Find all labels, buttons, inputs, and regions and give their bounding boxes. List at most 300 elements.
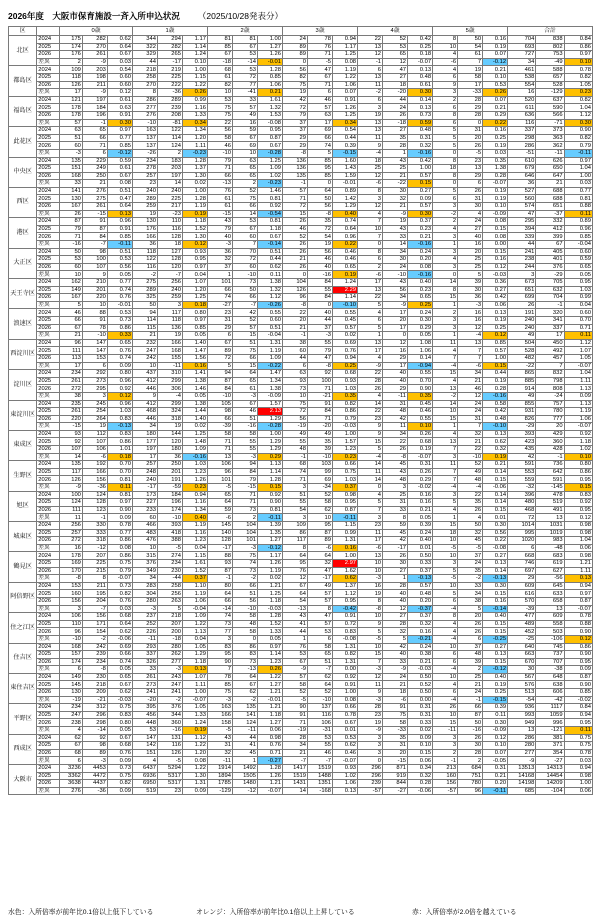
table-cell: 87 bbox=[82, 225, 107, 233]
table-row bbox=[9, 673, 593, 681]
table-cell: 52 bbox=[458, 461, 483, 469]
table-cell: 24 bbox=[383, 673, 408, 681]
table-cell: 74 bbox=[207, 613, 232, 621]
table-cell: 85 bbox=[207, 681, 232, 689]
table-cell: 283 bbox=[132, 582, 157, 590]
table-cell: 0.91 bbox=[333, 96, 358, 104]
table-cell: 832 bbox=[536, 370, 564, 378]
table-cell: 34 bbox=[132, 575, 157, 583]
table-cell: 53 bbox=[132, 727, 157, 735]
table-row bbox=[9, 430, 593, 438]
table-cell: 1.40 bbox=[182, 339, 207, 347]
table-cell: 242 bbox=[132, 354, 157, 362]
table-cell: 1.53 bbox=[257, 111, 282, 119]
table-cell: 844 bbox=[383, 780, 408, 788]
table-cell: 4 bbox=[358, 354, 383, 362]
table-cell: -0.08 bbox=[257, 119, 282, 127]
table-cell: -2 bbox=[232, 575, 257, 583]
table-cell: 145 bbox=[207, 522, 232, 530]
table-cell: 14 bbox=[383, 241, 408, 249]
table-cell: 28 bbox=[458, 111, 483, 119]
table-cell: 23 bbox=[132, 180, 157, 188]
table-cell: 26 bbox=[508, 301, 536, 309]
table-cell: 0.51 bbox=[107, 248, 132, 256]
table-cell: 137 bbox=[132, 134, 157, 142]
table-cell: 32 bbox=[207, 256, 232, 264]
table-row bbox=[9, 324, 593, 332]
table-cell: 685 bbox=[508, 787, 536, 795]
table-cell: -7 bbox=[82, 241, 107, 249]
table-cell: 100 bbox=[60, 491, 83, 499]
table-cell: 0.13 bbox=[483, 651, 508, 659]
table-cell: -0.02 bbox=[408, 484, 433, 492]
table-cell: 234 bbox=[82, 658, 107, 666]
table-cell: 1.00 bbox=[333, 552, 358, 560]
header-age-0: 0歳 bbox=[60, 27, 133, 36]
table-cell: 91 bbox=[82, 218, 107, 226]
table-cell: -0.27 bbox=[257, 757, 282, 765]
table-cell: 0.75 bbox=[564, 734, 592, 742]
table-row bbox=[9, 149, 593, 157]
table-cell: 160 bbox=[433, 772, 458, 780]
table-cell: 6 bbox=[433, 119, 458, 127]
row-year: 差異 bbox=[37, 271, 60, 279]
table-cell: 67 bbox=[207, 51, 232, 59]
table-row bbox=[9, 286, 593, 294]
table-cell: -0.08 bbox=[483, 544, 508, 552]
table-cell: 4472 bbox=[82, 772, 107, 780]
table-cell: 0.82 bbox=[564, 73, 592, 81]
table-cell: -11 bbox=[132, 635, 157, 643]
table-cell: 43 bbox=[383, 279, 408, 287]
table-cell: 0.08 bbox=[107, 544, 132, 552]
table-cell: 0.34 bbox=[408, 765, 433, 773]
table-cell: -41 bbox=[232, 89, 257, 97]
table-cell: 12 bbox=[358, 203, 383, 211]
table-cell: 64 bbox=[232, 673, 257, 681]
table-cell: 0.48 bbox=[408, 590, 433, 598]
table-row bbox=[9, 658, 593, 666]
table-cell: 0.86 bbox=[107, 552, 132, 560]
table-cell: -5 bbox=[433, 575, 458, 583]
table-cell: 218 bbox=[132, 66, 157, 74]
table-cell: 167 bbox=[60, 203, 83, 211]
table-cell: 10 bbox=[132, 544, 157, 552]
table-row bbox=[9, 36, 593, 44]
table-cell: 22 bbox=[358, 370, 383, 378]
ward-name: 鶴見区 bbox=[9, 552, 37, 582]
table-cell: 1.52 bbox=[182, 225, 207, 233]
table-cell: 26 bbox=[433, 704, 458, 712]
table-cell: 1.08 bbox=[408, 339, 433, 347]
table-cell: 1.22 bbox=[182, 620, 207, 628]
table-cell: 9 bbox=[358, 142, 383, 150]
table-cell: 34 bbox=[132, 423, 157, 431]
table-cell: 0.08 bbox=[483, 233, 508, 241]
table-cell: -0.11 bbox=[107, 241, 132, 249]
table-cell: 0.15 bbox=[483, 248, 508, 256]
table-cell: 34 bbox=[283, 742, 308, 750]
table-cell: -0.03 bbox=[408, 666, 433, 674]
table-cell: -0.16 bbox=[483, 392, 508, 400]
row-year: 2024 bbox=[37, 613, 60, 621]
table-cell: -13 bbox=[232, 666, 257, 674]
table-cell: -11 bbox=[536, 149, 564, 157]
table-cell: 8 bbox=[358, 187, 383, 195]
table-cell: 44 bbox=[383, 96, 408, 104]
table-cell: 11 bbox=[358, 81, 383, 89]
table-cell: 1.22 bbox=[333, 73, 358, 81]
table-cell: 1.48 bbox=[182, 438, 207, 446]
table-cell: 1.44 bbox=[182, 408, 207, 416]
table-cell: -0.37 bbox=[408, 605, 433, 613]
table-row bbox=[9, 362, 593, 370]
table-cell: 0.07 bbox=[483, 96, 508, 104]
table-cell: 196 bbox=[82, 111, 107, 119]
table-cell: 10 bbox=[132, 362, 157, 370]
table-cell: 0.81 bbox=[564, 195, 592, 203]
table-cell: 0.20 bbox=[483, 780, 508, 788]
table-cell: 0.42 bbox=[483, 408, 508, 416]
table-cell: 0.23 bbox=[333, 453, 358, 461]
table-cell: 270 bbox=[82, 43, 107, 51]
table-cell: 13 bbox=[536, 605, 564, 613]
table-cell: -17 bbox=[132, 484, 157, 492]
table-cell: -0.42 bbox=[333, 605, 358, 613]
table-cell: 50 bbox=[60, 248, 83, 256]
table-cell: -10 bbox=[207, 392, 232, 400]
table-cell: 0.42 bbox=[408, 36, 433, 44]
table-row bbox=[9, 408, 593, 416]
table-cell: 230 bbox=[157, 567, 182, 575]
table-cell: 1 bbox=[433, 332, 458, 340]
table-cell: 0.31 bbox=[408, 711, 433, 719]
table-cell: 0.65 bbox=[333, 263, 358, 271]
table-cell: 0.29 bbox=[408, 476, 433, 484]
table-cell: 0.26 bbox=[257, 666, 282, 674]
table-cell: 636 bbox=[508, 111, 536, 119]
table-cell: 86 bbox=[283, 529, 308, 537]
table-cell: -10 bbox=[232, 271, 257, 279]
table-cell: 0.01 bbox=[483, 514, 508, 522]
row-year: 2026 bbox=[37, 81, 60, 89]
row-year: 差異 bbox=[37, 544, 60, 552]
table-cell: 176 bbox=[132, 225, 157, 233]
table-cell: 6 bbox=[82, 149, 107, 157]
table-cell: 0.08 bbox=[483, 218, 508, 226]
table-cell: 4 bbox=[433, 506, 458, 514]
table-cell: 12 bbox=[358, 172, 383, 180]
table-cell: 1894 bbox=[207, 772, 232, 780]
table-cell: 0.84 bbox=[564, 36, 592, 44]
table-cell: 381 bbox=[536, 734, 564, 742]
table-cell: 0.11 bbox=[564, 210, 592, 218]
table-cell: 0.97 bbox=[564, 51, 592, 59]
table-cell: 1.14 bbox=[182, 43, 207, 51]
table-cell: 0.71 bbox=[564, 324, 592, 332]
table-cell: 23 bbox=[157, 787, 182, 795]
table-cell: 0.62 bbox=[107, 36, 132, 44]
table-cell: 166 bbox=[132, 233, 157, 241]
table-cell: 64 bbox=[207, 499, 232, 507]
table-cell: 204 bbox=[82, 597, 107, 605]
table-cell: 82 bbox=[207, 81, 232, 89]
table-cell: -0.11 bbox=[564, 149, 592, 157]
table-cell: 1.18 bbox=[257, 597, 282, 605]
table-cell: 3 bbox=[383, 484, 408, 492]
table-cell: -9 bbox=[60, 484, 83, 492]
table-cell: 6 bbox=[458, 635, 483, 643]
table-cell: 14454 bbox=[536, 772, 564, 780]
table-cell: -42 bbox=[536, 696, 564, 704]
table-cell: -10 bbox=[308, 696, 333, 704]
table-cell: 0.51 bbox=[257, 324, 282, 332]
header-age-3: 3歳 bbox=[283, 27, 358, 36]
table-cell: 492 bbox=[536, 347, 564, 355]
table-cell: 0.95 bbox=[257, 127, 282, 135]
table-cell: 0.23 bbox=[564, 89, 592, 97]
table-cell: 67 bbox=[60, 742, 83, 750]
table-cell: -0.01 bbox=[257, 696, 282, 704]
table-cell: -33 bbox=[383, 727, 408, 735]
table-cell: 10 bbox=[308, 514, 333, 522]
table-cell: 15 bbox=[283, 210, 308, 218]
table-cell: 52 bbox=[308, 689, 333, 697]
table-cell: 174 bbox=[157, 506, 182, 514]
table-cell: 52 bbox=[283, 233, 308, 241]
row-year: 2026 bbox=[37, 749, 60, 757]
table-cell: 1.31 bbox=[182, 780, 207, 788]
table-cell: 67 bbox=[232, 43, 257, 51]
table-cell: -0.07 bbox=[483, 180, 508, 188]
table-cell: 1.12 bbox=[182, 734, 207, 742]
table-cell: 1.29 bbox=[257, 438, 282, 446]
table-cell: 24 bbox=[458, 559, 483, 567]
table-cell: 197 bbox=[82, 96, 107, 104]
table-cell: 31 bbox=[458, 415, 483, 423]
table-cell: 0.24 bbox=[408, 248, 433, 256]
table-cell: 1.46 bbox=[257, 187, 282, 195]
table-row bbox=[9, 772, 593, 780]
table-cell: 21 bbox=[458, 438, 483, 446]
table-row bbox=[9, 43, 593, 51]
table-cell: 429 bbox=[536, 430, 564, 438]
table-cell: -39 bbox=[207, 423, 232, 431]
table-cell: 0.62 bbox=[483, 438, 508, 446]
table-cell: 234 bbox=[60, 704, 83, 712]
table-cell: 0.16 bbox=[333, 544, 358, 552]
table-cell: 137 bbox=[308, 704, 333, 712]
table-cell: 1.00 bbox=[564, 172, 592, 180]
table-cell: 3 bbox=[433, 324, 458, 332]
table-cell: 45 bbox=[232, 749, 257, 757]
table-cell: 12 bbox=[358, 51, 383, 59]
row-year: 差異 bbox=[37, 301, 60, 309]
table-cell: 26 bbox=[283, 241, 308, 249]
table-row bbox=[9, 157, 593, 165]
table-cell: 78 bbox=[308, 36, 333, 44]
table-cell: 0.40 bbox=[408, 279, 433, 287]
table-cell: 777 bbox=[536, 415, 564, 423]
table-cell: -9 bbox=[383, 301, 408, 309]
table-cell: 0.12 bbox=[107, 89, 132, 97]
table-cell: -9 bbox=[283, 666, 308, 674]
table-cell: 83 bbox=[207, 643, 232, 651]
table-cell: -10 bbox=[207, 149, 232, 157]
table-cell: 0.76 bbox=[333, 347, 358, 355]
table-cell: 0.05 bbox=[182, 392, 207, 400]
table-cell: -0.06 bbox=[107, 635, 132, 643]
table-cell: -0.01 bbox=[107, 301, 132, 309]
table-cell: 20 bbox=[383, 749, 408, 757]
table-cell: 1.18 bbox=[182, 658, 207, 666]
table-cell: 55 bbox=[308, 286, 333, 294]
table-cell: 17 bbox=[358, 347, 383, 355]
ward-name: 港区 bbox=[9, 218, 37, 248]
table-cell: 136 bbox=[157, 324, 182, 332]
table-row bbox=[9, 354, 593, 362]
table-cell: 298 bbox=[82, 719, 107, 727]
table-cell: 5 bbox=[458, 271, 483, 279]
table-cell: 0.74 bbox=[333, 218, 358, 226]
table-cell: -0.09 bbox=[257, 392, 282, 400]
table-cell: -0.26 bbox=[257, 301, 282, 309]
table-cell: 53 bbox=[232, 66, 257, 74]
table-cell: 299 bbox=[157, 377, 182, 385]
table-cell: 0.56 bbox=[107, 263, 132, 271]
table-cell: 247 bbox=[132, 347, 157, 355]
table-cell: 1.19 bbox=[182, 522, 207, 530]
table-cell: 16 bbox=[458, 309, 483, 317]
table-cell: 1.09 bbox=[257, 165, 282, 173]
table-cell: -6 bbox=[207, 514, 232, 522]
table-cell: 0.61 bbox=[107, 165, 132, 173]
table-cell: 93 bbox=[60, 430, 83, 438]
table-cell: 476 bbox=[132, 537, 157, 545]
table-cell: 428 bbox=[536, 446, 564, 454]
table-row bbox=[9, 514, 593, 522]
table-cell: 3 bbox=[82, 392, 107, 400]
table-cell: -6 bbox=[383, 696, 408, 704]
table-cell: 626 bbox=[536, 157, 564, 165]
table-row bbox=[9, 104, 593, 112]
table-cell: -9 bbox=[82, 89, 107, 97]
table-cell: 0.03 bbox=[107, 58, 132, 66]
table-cell: -1 bbox=[82, 514, 107, 522]
table-cell: 0.83 bbox=[333, 628, 358, 636]
table-cell: 153 bbox=[60, 582, 83, 590]
table-cell: 47 bbox=[308, 354, 333, 362]
table-cell: 122 bbox=[132, 256, 157, 264]
table-cell: 10 bbox=[433, 711, 458, 719]
table-cell: 1.32 bbox=[257, 286, 282, 294]
table-cell: 0.92 bbox=[333, 673, 358, 681]
table-cell: 0.25 bbox=[333, 362, 358, 370]
table-cell: 326 bbox=[132, 658, 157, 666]
table-cell: 341 bbox=[536, 316, 564, 324]
table-cell: -145 bbox=[536, 484, 564, 492]
table-cell: 1.47 bbox=[182, 347, 207, 355]
table-cell: 808 bbox=[536, 385, 564, 393]
table-cell: -0.07 bbox=[564, 362, 592, 370]
table-cell: 63 bbox=[60, 127, 83, 135]
table-row bbox=[9, 119, 593, 127]
table-cell: -7 bbox=[82, 605, 107, 613]
page-title bbox=[8, 10, 283, 22]
table-cell: 0.86 bbox=[107, 537, 132, 545]
table-cell: 262 bbox=[157, 651, 182, 659]
table-cell: 274 bbox=[157, 552, 182, 560]
table-cell: 2 bbox=[232, 514, 257, 522]
table-cell: 3 bbox=[433, 734, 458, 742]
table-cell: 0.95 bbox=[333, 597, 358, 605]
table-cell: 591 bbox=[508, 461, 536, 469]
table-cell: 77 bbox=[207, 628, 232, 636]
table-row bbox=[9, 81, 593, 89]
table-cell: 306 bbox=[157, 385, 182, 393]
table-cell: 26 bbox=[458, 187, 483, 195]
table-cell: 1480 bbox=[232, 780, 257, 788]
table-cell: 1.29 bbox=[333, 203, 358, 211]
table-cell: 11 bbox=[433, 339, 458, 347]
table-row bbox=[9, 765, 593, 773]
table-cell: 26 bbox=[383, 446, 408, 454]
table-cell: 337 bbox=[508, 127, 536, 135]
table-cell: 0.21 bbox=[483, 66, 508, 74]
table-cell: 610 bbox=[508, 157, 536, 165]
table-cell: 6 bbox=[207, 332, 232, 340]
table-cell: 1.28 bbox=[257, 476, 282, 484]
table-cell: 46 bbox=[60, 309, 83, 317]
table-cell: 247 bbox=[60, 711, 83, 719]
table-cell: 17 bbox=[383, 324, 408, 332]
table-cell: 0.12 bbox=[483, 332, 508, 340]
table-cell: 0.31 bbox=[408, 704, 433, 712]
table-cell: 35 bbox=[383, 734, 408, 742]
table-cell: 22 bbox=[207, 119, 232, 127]
table-cell: 0.85 bbox=[564, 689, 592, 697]
table-cell: 89 bbox=[283, 43, 308, 51]
table-row bbox=[9, 203, 593, 211]
table-cell: 10 bbox=[82, 301, 107, 309]
table-cell: 0.83 bbox=[564, 491, 592, 499]
table-cell: 76 bbox=[283, 643, 308, 651]
table-cell: 64 bbox=[308, 681, 333, 689]
table-cell: 286 bbox=[508, 734, 536, 742]
table-cell: 149 bbox=[60, 673, 83, 681]
table-cell: 304 bbox=[132, 590, 157, 598]
table-cell: 96 bbox=[60, 339, 83, 347]
table-cell: 56 bbox=[308, 248, 333, 256]
table-cell: 217 bbox=[157, 203, 182, 211]
table-row bbox=[9, 499, 593, 507]
table-cell: 0.15 bbox=[483, 506, 508, 514]
table-cell: 0.65 bbox=[408, 294, 433, 302]
table-cell: 27 bbox=[383, 613, 408, 621]
table-cell: -5 bbox=[207, 727, 232, 735]
table-cell: 4 bbox=[433, 347, 458, 355]
table-cell: 616 bbox=[508, 590, 536, 598]
ward-name: 平野区 bbox=[9, 704, 37, 734]
table-cell: 18 bbox=[383, 689, 408, 697]
table-cell: 24 bbox=[458, 408, 483, 416]
table-cell: 0.01 bbox=[408, 544, 433, 552]
table-cell: 9 bbox=[433, 81, 458, 89]
table-cell: 1.38 bbox=[257, 385, 282, 393]
table-cell: -0.28 bbox=[257, 149, 282, 157]
table-cell: -13 bbox=[283, 605, 308, 613]
table-cell: 13 bbox=[458, 339, 483, 347]
